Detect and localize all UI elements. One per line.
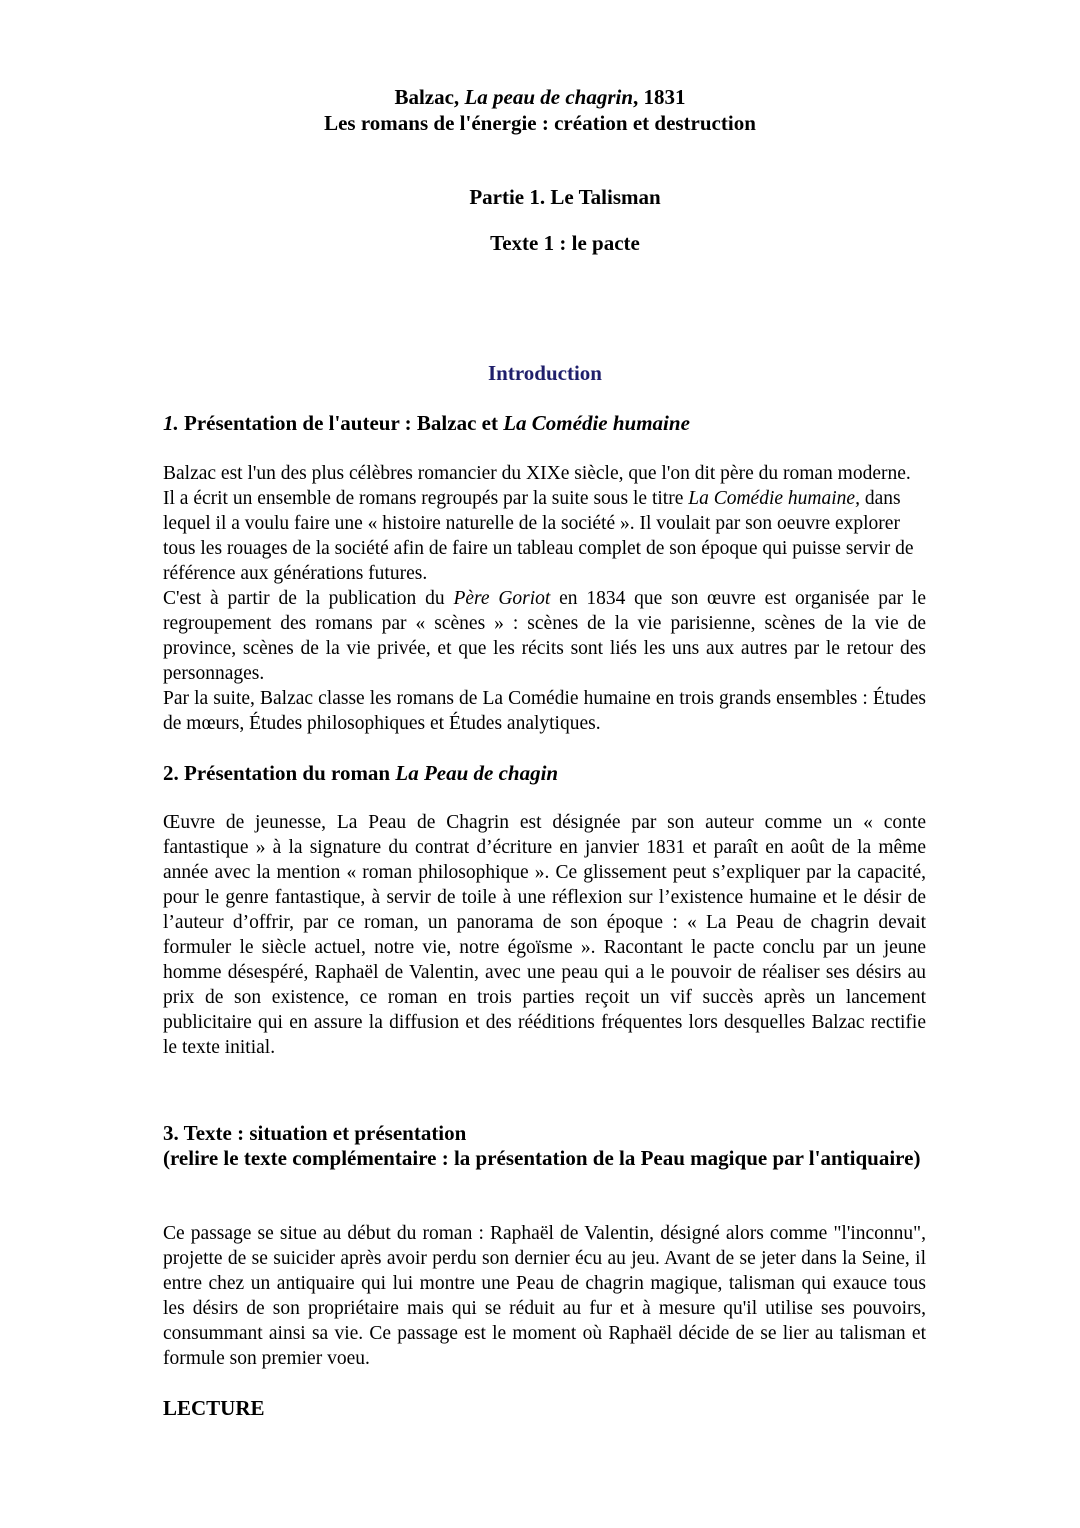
section-1-p1-text-b: dans lequel il a voulu faire une « histoire naturelle de la société ». Il voulait par son oeuvre explorer tous les rouages de la société afin de faire un tableau complet de son époque qui puisse servir de référence aux générations futures. <box>163 488 914 584</box>
section-1-p2-text-a: C'est à partir de la publication du <box>163 588 454 609</box>
section-1-p2-italic: Père Goriot <box>453 588 551 609</box>
section-1-heading-text: Présentation de l'auteur : Balzac et <box>178 411 504 435</box>
section-3-heading <box>163 1121 926 1171</box>
section-3-body <box>163 1221 926 1371</box>
section-1-p1-italic: La Comédie humaine, <box>688 488 860 509</box>
document-header <box>0 84 1080 136</box>
section-2-heading <box>163 761 926 786</box>
section-2-paragraph-1: Œuvre de jeunesse, La Peau de Chagrin est désignée par son auteur comme un « conte fantastique » à la signature du contrat d’écriture en janvier 1831 et paraît en août de la même année avec la mention « roman philosophique ». Ce glissement peut s’expliquer par la capacité, pour le genre fantastique, à servir de toile à une réflexion sur l’existence humaine et le désir de l’auteur d’offrir, par ce roman, un panorama de son époque : « La Peau de chagrin devait formuler le siècle actuel, notre vie, notre égoïsme ». Racontant le pacte conclu par un jeune homme désespéré, Raphaël de Valentin, avec une peau qui a le pouvoir de réaliser ses désirs au prix de son existence, ce roman en trois parties reçoit un vif succès après un lancement publicitaire qui en assure la diffusion et des rééditions fréquentes lors desquelles Balzac rectifie le texte initial. <box>163 812 926 1058</box>
section-1-heading <box>163 411 926 436</box>
section-1-paragraph-1 <box>163 461 926 586</box>
section-3-heading-line-1: 3. Texte : situation et présentation <box>163 1121 467 1145</box>
header-book-title: La peau de chagrin <box>464 85 634 109</box>
lecture-label: LECTURE <box>163 1396 265 1420</box>
section-2-body <box>163 810 926 1060</box>
section-3-paragraph-1: Ce passage se situe au début du roman : Raphaël de Valentin, désigné alors comme "l'inconnu", projette de se suicider après avoir perdu son dernier écu au jeu. Avant de se jeter dans la Seine, il entre chez un antiquaire qui lui montre une Peau de chagrin magique, talisman qui exauce tous les désirs de son propriétaire mais qui se réduit au fur et à mesure qu'il utilise ses pouvoirs, consummant ainsi sa vie. Ce passage est le moment où Raphaël décide de se lier au talisman et formule son premier voeu. <box>163 1223 926 1369</box>
text-title: Texte 1 : le pacte <box>490 231 640 255</box>
section-2-heading-italic: La Peau de chagin <box>395 761 559 785</box>
section-3-heading-line-2: (relire le texte complémentaire : la présentation de la Peau magique par l'antiquaire) <box>163 1146 921 1170</box>
section-1-p1-text-a: Balzac est l'un des plus célèbres romancier du XIXe siècle, que l'on dit père du roman moderne. Il a écrit un ensemble de romans regroupés par la suite sous le titre <box>163 463 911 509</box>
introduction-title: Introduction <box>488 361 602 385</box>
header-line-2: Les romans de l'énergie : création et destruction <box>324 111 756 135</box>
section-1-p2-text-b: en 1834 que son œuvre est organisée par le regroupement des romans par « scènes » : scènes de la vie parisienne, scènes de la vie de province, scènes de la vie privée, et que les récits sont liés les uns aux autres par le retour des personnages. <box>163 588 926 684</box>
part-title: Partie 1. Le Talisman <box>469 185 661 209</box>
section-1-number: 1. <box>163 411 179 435</box>
section-1-heading-italic: La Comédie humaine <box>503 411 690 435</box>
section-1-paragraph-3: Par la suite, Balzac classe les romans de La Comédie humaine en trois grands ensembles : Études de mœurs, Études philosophiques et Études analytiques. <box>163 688 926 734</box>
section-1-paragraph-2 <box>163 586 926 686</box>
header-year: , 1831 <box>633 85 686 109</box>
section-2-heading-text: 2. Présentation du roman <box>163 761 396 785</box>
section-1-body <box>163 461 926 736</box>
header-line-1 <box>0 84 1080 110</box>
header-author: Balzac, <box>394 85 465 109</box>
